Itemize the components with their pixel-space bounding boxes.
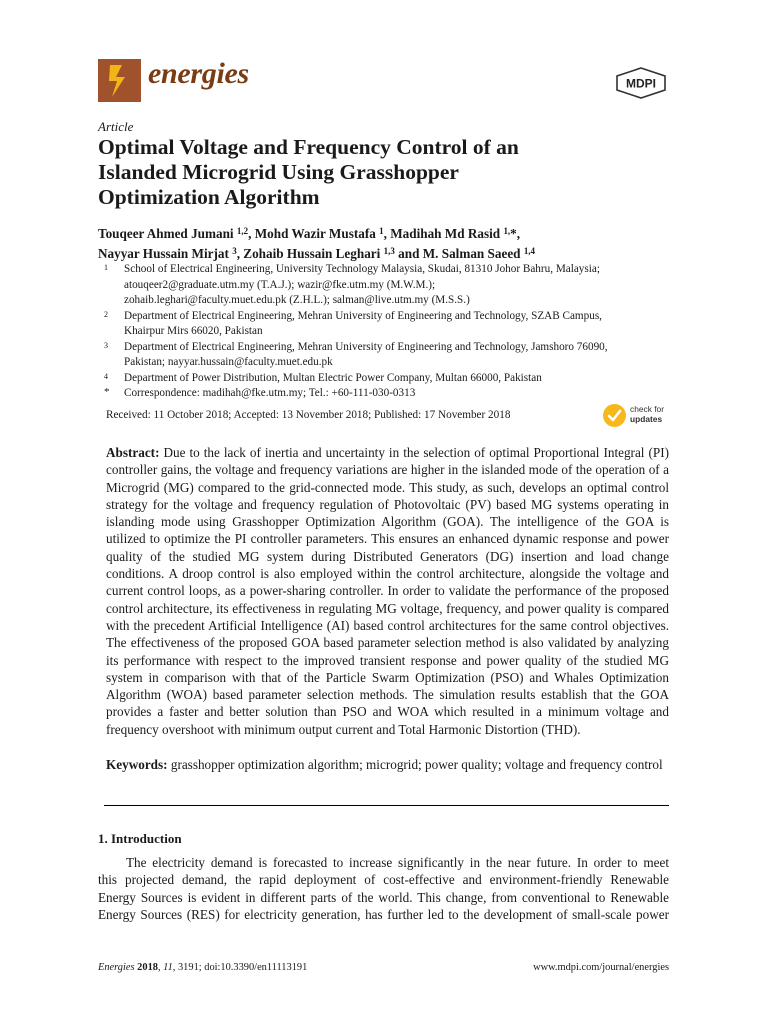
affiliation-item xyxy=(104,309,674,340)
affiliation-number: 2 xyxy=(104,309,108,319)
affiliation-line: Department of Electrical Engineering, Mehran University of Engineering and Technology, Jamshoro 76090, xyxy=(124,340,608,353)
author-line: Touqeer Ahmed Jumani $^{1,2}$, Mohd Wazir Mustafa $^1$, Madihah Md Rasid $^{1,}$*, xyxy=(98,225,521,241)
article-type-label: Article xyxy=(98,119,134,134)
affiliations xyxy=(104,262,674,402)
affiliation-line: Khairpur Mirs 66020, Pakistan xyxy=(124,325,263,337)
keywords-label: Keywords: xyxy=(106,757,168,772)
footer-year: 2018 xyxy=(137,962,158,973)
footer-volume: 11 xyxy=(163,962,173,973)
affiliation-number: 3 xyxy=(104,340,108,350)
author-name[interactable]: Nayyar Hussain Mirjat xyxy=(98,246,229,261)
article-title xyxy=(98,135,658,210)
check-for-updates-label: check for updates xyxy=(630,404,664,424)
author-affil-sup: 1, xyxy=(503,225,511,236)
author-affil-sup: 1,2 xyxy=(236,225,249,236)
author-name[interactable]: M. Salman Saeed xyxy=(422,246,521,261)
affiliation-item xyxy=(104,262,674,309)
keywords xyxy=(106,756,669,773)
check-for-updates-badge[interactable] xyxy=(603,404,671,432)
footer-citation: Energies 2018, 11, 3191; doi:10.3390/en11113191 xyxy=(98,962,308,973)
affiliation-number: 4 xyxy=(104,371,108,381)
affiliation-item xyxy=(104,371,674,387)
paragraph-line: Energy Sources is evident in different parts of the world. This change, from conventional to Renewable xyxy=(98,889,669,905)
author-affil-sup: 1,4 xyxy=(523,245,536,256)
author-line: Nayyar Hussain Mirjat $^3$, Zohaib Hussain Leghari $^{1,3}$ and M. Salman Saeed $^{1,4}$ xyxy=(98,245,536,261)
abstract-label: Abstract: xyxy=(106,445,160,460)
title-line: Islanded Microgrid Using Grasshopper xyxy=(98,160,459,184)
journal-logo-icon xyxy=(98,59,141,102)
affiliation-line[interactable]: atouqeer2@graduate.utm.my (T.A.J.); wazir@fke.utm.my (M.W.M.); xyxy=(124,278,436,291)
author-name[interactable]: Touqeer Ahmed Jumani xyxy=(98,226,234,241)
author-name[interactable]: Zohaib Hussain Leghari xyxy=(243,246,381,261)
section-heading: 1. Introduction xyxy=(98,831,182,846)
title-line: Optimal Voltage and Frequency Control of an xyxy=(98,135,519,159)
paragraph-line: this projected demand, the rapid deployment of cost-effective and environment-friendly Renewable xyxy=(98,872,669,888)
checkmark-icon xyxy=(603,404,626,427)
correspondence-line[interactable]: Correspondence: madihah@fke.utm.my; Tel.: +60-111-030-0313 xyxy=(124,387,416,399)
journal-name: energies xyxy=(148,57,249,90)
author-affil-sup: 1 xyxy=(379,225,384,236)
introduction-paragraph xyxy=(98,854,669,923)
publication-dates: Received: 11 October 2018; Accepted: 13 November 2018; Published: 17 November 2018 xyxy=(106,409,511,421)
author-list xyxy=(98,224,535,264)
keywords-text: grasshopper optimization algorithm; microgrid; power quality; voltage and frequency control xyxy=(167,757,663,772)
paragraph-line: The electricity demand is forecasted to increase significantly in the near future. In order to meet xyxy=(126,855,669,870)
mdpi-logo-text: MDPI xyxy=(626,76,656,91)
correspondence-mark: * xyxy=(104,386,110,398)
footer-doi[interactable]: , 3191; doi:10.3390/en11113191 xyxy=(172,962,308,973)
correspondence-item xyxy=(104,386,674,402)
affiliation-line: Department of Electrical Engineering, Mehran University of Engineering and Technology, SZAB Campus, xyxy=(124,309,602,322)
author-name[interactable]: Madihah Md Rasid xyxy=(390,226,501,241)
author-affil-sup: 3 xyxy=(232,245,237,256)
footer-journal: Energies xyxy=(98,962,135,973)
abstract xyxy=(106,444,669,738)
corresponding-mark: *, xyxy=(510,226,521,241)
section-divider xyxy=(104,805,669,806)
title-line: Optimization Algorithm xyxy=(98,185,320,209)
affiliation-number: 1 xyxy=(104,263,108,272)
author-affil-sup: 1,3 xyxy=(383,245,395,256)
affiliation-item xyxy=(104,340,674,371)
author-name[interactable]: Mohd Wazir Mustafa xyxy=(254,226,376,241)
paragraph-line: Energy Sources (RES) for electricity generation, has further led to the development of small-scale power xyxy=(98,906,669,922)
affiliation-line: School of Electrical Engineering, University Technology Malaysia, Skudai, 81310 Johor Bahru, Malaysia; xyxy=(124,263,600,275)
affiliation-line[interactable]: zohaib.leghari@faculty.muet.edu.pk (Z.H.L.); salman@live.utm.my (M.S.S.) xyxy=(124,294,470,306)
footer-journal-url[interactable]: www.mdpi.com/journal/energies xyxy=(533,962,669,973)
mdpi-logo xyxy=(614,67,668,99)
abstract-text: Due to the lack of inertia and uncertainty in the selection of optimal Proportional Integral (PI) controller gains, the voltage and frequency variations are higher in the islanded mode of the operation of a Microgrid (MG) compared to the grid-connected mode. This study, as such, develops an optimal control strategy for the voltage and frequency regulation of Photovoltaic (PV) based MG systems operating in islanding mode using Grasshopper Optimization Algorithm (GOA). The intelligence of the GOA is utilized to optimize the PI controller parameters. This ensures an enhanced dynamic response and power quality of the studied MG system during Distributed Generators (DG) insertion and load change conditions. A droop control is also employed within the control architecture, alongside the voltage and current control loops, as a power-sharing controller. In order to validate the performance of the proposed control architecture, its effectiveness in regulating MG voltage, frequency, and power quality is compared with the precedent Artificial Intelligence (AI) based control architectures for the same control objectives. The effectiveness of the proposed GOA based parameter selection method is also validated by analyzing its performance with respect to the improved transient response and power quality of the studied MG system in comparison with that of the Particle Swarm Optimization (PSO) and Whales Optimization Algorithm (WOA) based parameter selection methods. The simulation results establish that the GOA provides a faster and better solution than PSO and WOA which resulted in a minimum voltage and frequency overshoot with minimum output current and Total Harmonic Distortion (THD). xyxy=(106,445,669,737)
affiliation-line[interactable]: Pakistan; nayyar.hussain@faculty.muet.edu.pk xyxy=(124,356,333,368)
affiliation-line: Department of Power Distribution, Multan Electric Power Company, Multan 66000, Pakistan xyxy=(124,371,542,384)
